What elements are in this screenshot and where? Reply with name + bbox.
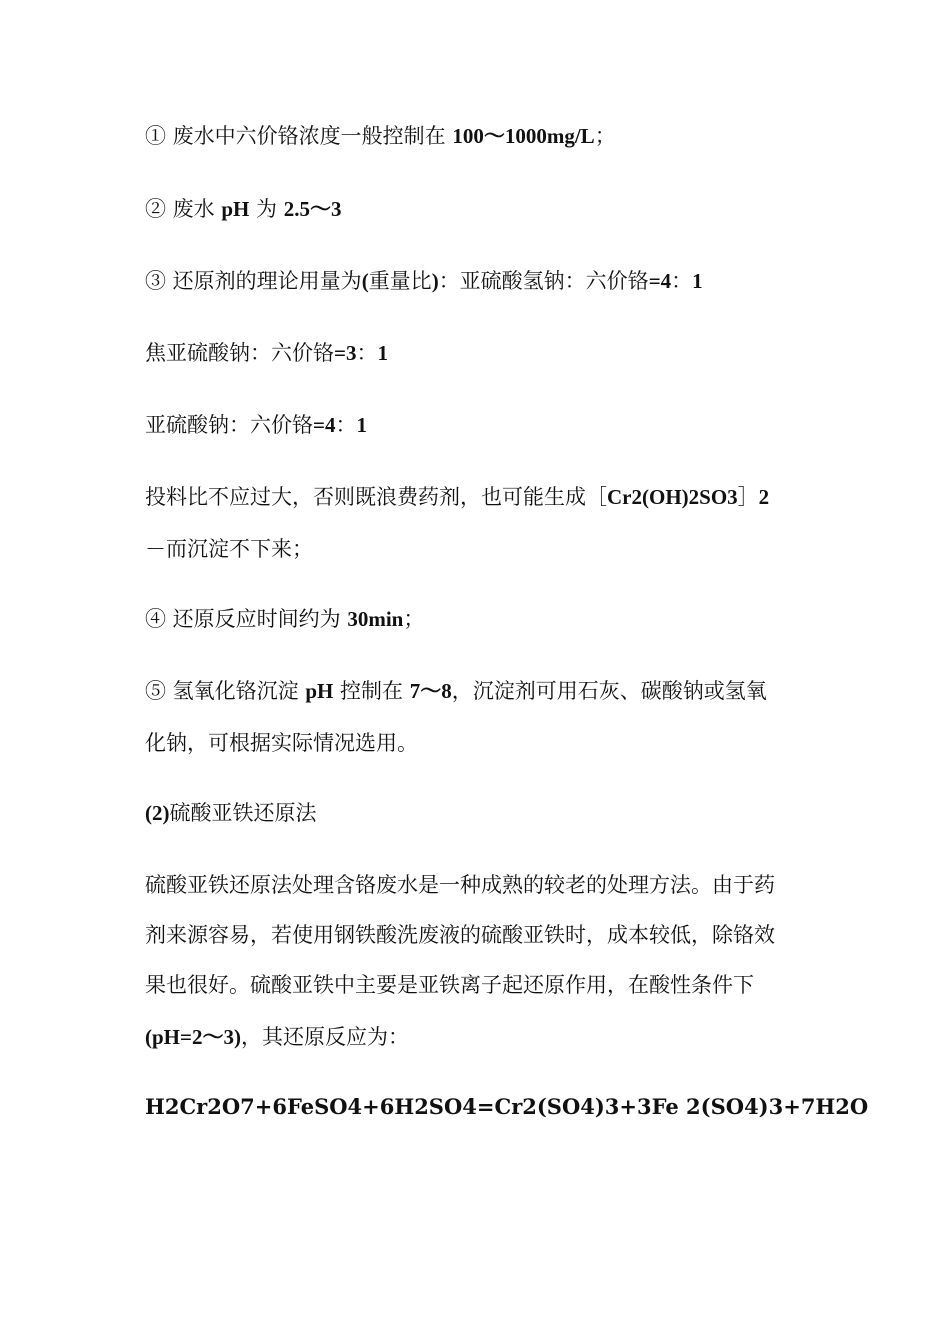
- text-line: ① 废水中六价铬浓度一般控制在 100～1000mg/L；: [145, 124, 616, 148]
- text-line: 化钠，可根据实际情况选用。: [145, 731, 418, 755]
- text-line: ④ 还原反应时间约为 30min；: [145, 607, 425, 631]
- text-line: 焦亚硫酸钠：六价铬=3：1: [145, 341, 388, 365]
- text-line: 硫酸亚铁还原法处理含铬废水是一种成熟的较老的处理方法。由于药: [145, 873, 775, 897]
- text-line: ③ 还原剂的理论用量为(重量比)：亚硫酸氢钠：六价铬=4：1: [145, 269, 703, 293]
- section-heading: (2)硫酸亚铁还原法: [145, 801, 317, 825]
- text-line: 亚硫酸钠：六价铬=4：1: [145, 413, 367, 437]
- text-line: ② 废水 pH 为 2.5～3: [145, 197, 342, 221]
- text-line: ⑤ 氢氧化铬沉淀 pH 控制在 7～8，沉淀剂可用石灰、碳酸钠或氢氧: [145, 679, 767, 703]
- text-line: 果也很好。硫酸亚铁中主要是亚铁离子起还原作用，在酸性条件下: [145, 973, 754, 997]
- chemical-equation: H2Cr2O7+6FeSO4+6H2SO4=Cr2(SO4)3+3Fe 2(SO4)3+7H2O: [145, 1094, 869, 1119]
- text-line: 剂来源容易，若使用钢铁酸洗废液的硫酸亚铁时，成本较低，除铬效: [145, 923, 775, 947]
- text-line: 投料比不应过大，否则既浪费药剂，也可能生成［Cr2(OH)2SO3］2: [145, 485, 770, 509]
- text-line: －而沉淀不下来；: [145, 537, 313, 561]
- text-line: (pH=2～3)，其还原反应为：: [145, 1025, 409, 1049]
